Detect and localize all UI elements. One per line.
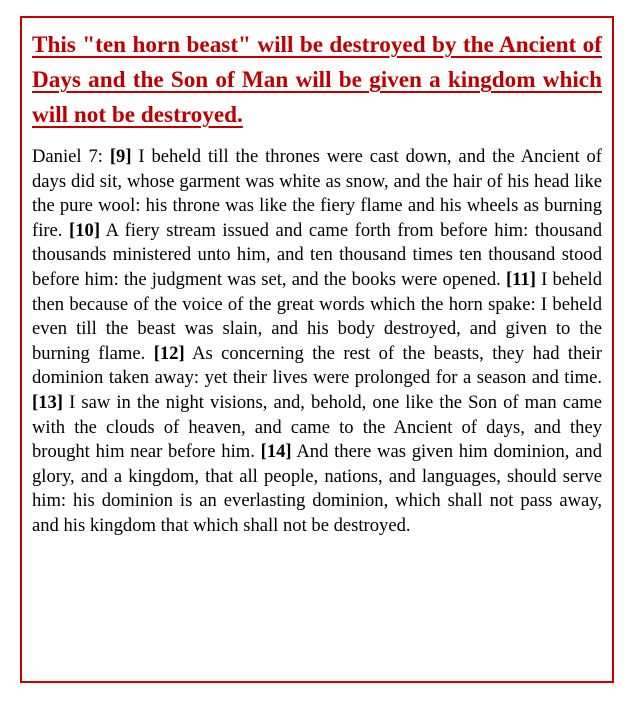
verse-number: [13] [32,391,63,413]
verse-text: I beheld till the thrones were cast down, and the Ancient of days did sit, whose garment was white as snow, and the hair of his head like the pure wool: his throne was like the fiery flame and his wheels as burning fire. [32,146,602,241]
passage-reference: Daniel 7: [32,146,103,167]
verse-text: I saw in the night visions, and, behold, one like the Son of man came with the clouds of heaven, and came to the Ancient of days, and they brought him near before him. [32,391,602,463]
page-heading: This "ten horn beast" will be destroyed by the Ancient of Days and the Son of Man will be given a kingdom which will not be destroyed. [32,32,602,128]
verse-number: [10] [69,219,101,241]
verse-text: As concerning the rest of the beasts, they had their dominion taken away: yet their lives were prolonged for a season and time. [32,342,602,389]
verse-number: [11] [505,268,536,290]
verse-number: [12] [153,342,185,364]
verse-number: [9] [109,146,132,167]
content-frame [20,16,614,683]
verse-text: I beheld then because of the voice of the great words which the horn spake: I beheld even till the beast was slain, and his body destroyed, and given to the burning flame. [32,268,603,364]
verse-text: A fiery stream issued and came forth from before him: thousand thousands ministered unto him, and ten thousand times ten thousand stood before him: the judgment was set, and the books were opened. [32,219,603,290]
verse-text: And there was given him dominion, and glory, and a kingdom, that all people, nations, and languages, should serve him: his dominion is an everlasting dominion, which shall not pass away, and his kingdom that which shall not be destroyed. [32,441,602,536]
verse-number: [14] [260,441,292,463]
scripture-passage [32,145,602,539]
